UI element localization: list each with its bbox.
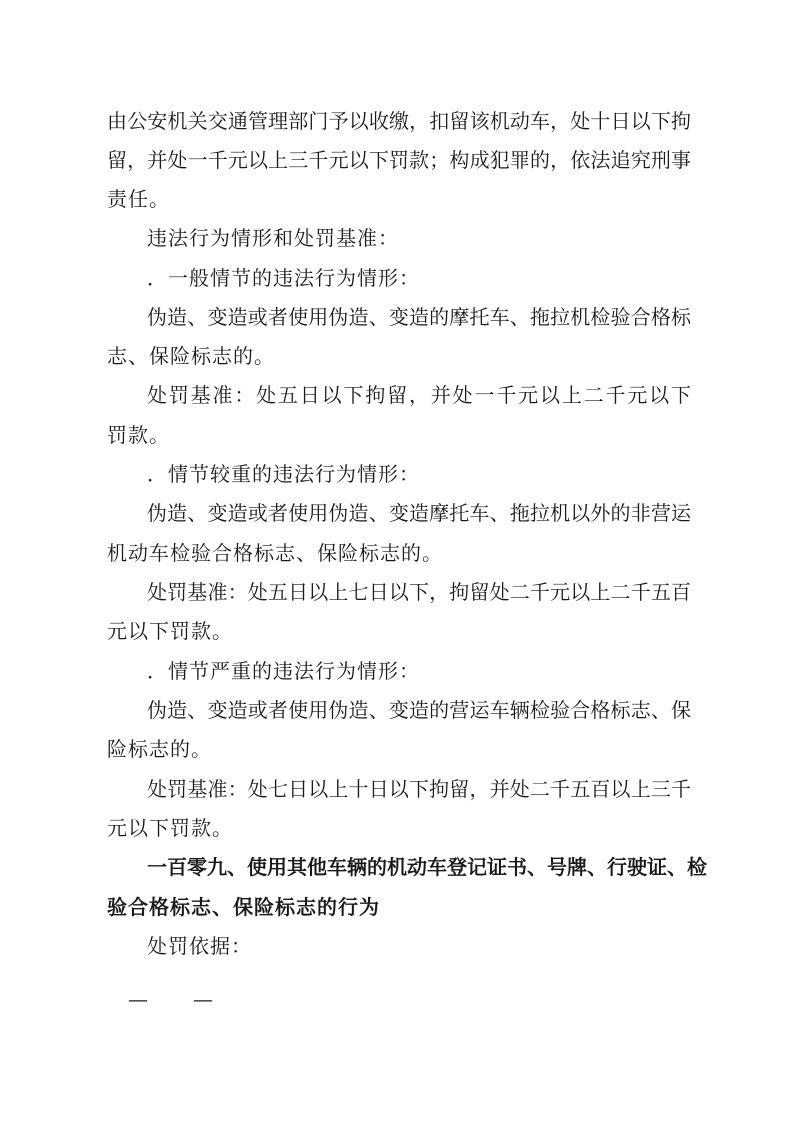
subsection-heading: ．情节较重的违法行为情形：: [147, 462, 420, 486]
dash-mark: —: [128, 987, 148, 1011]
body-text-line: 责任。: [107, 187, 170, 211]
body-text-line: 留，并处一千元以上三千元以下罚款；构成犯罪的，依法追究刑事: [107, 148, 691, 172]
article-heading: 验合格标志、保险标志的行为: [107, 895, 380, 919]
dash-mark: —: [193, 987, 213, 1011]
penalty-standard-line: 元以下罚款。: [107, 619, 233, 643]
body-text-line: 志、保险标志的。: [107, 344, 275, 368]
penalty-standard-line: 罚款。: [107, 423, 170, 447]
penalty-standard-line: 处罚基准：处五日以下拘留，并处一千元以上二千元以下: [147, 383, 691, 407]
body-text-line: 险标志的。: [107, 737, 212, 761]
body-text-line: 伪造、变造或者使用伪造、变造的摩托车、拖拉机检验合格标: [147, 305, 691, 329]
penalty-standard-line: 处罚基准：处七日以上十日以下拘留，并处二千五百以上三千: [147, 777, 691, 801]
body-text-line: 机动车检验合格标志、保险标志的。: [107, 541, 443, 565]
penalty-basis-heading: 处罚依据：: [147, 934, 252, 958]
article-heading: 一百零九、使用其他车辆的机动车登记证书、号牌、行驶证、检: [147, 855, 707, 879]
penalty-standard-line: 元以下罚款。: [107, 816, 233, 840]
section-heading: 违法行为情形和处罚基准：: [147, 226, 399, 250]
body-text-line: 伪造、变造或者使用伪造、变造的营运车辆检验合格标志、保: [147, 698, 691, 722]
body-text-line: 由公安机关交通管理部门予以收缴，扣留该机动车，处十日以下拘: [107, 109, 691, 133]
body-text-line: 伪造、变造或者使用伪造、变造摩托车、拖拉机以外的非营运: [147, 501, 691, 525]
subsection-heading: ．情节严重的违法行为情形：: [147, 659, 420, 683]
subsection-heading: ．一般情节的违法行为情形：: [147, 266, 420, 290]
penalty-standard-line: 处罚基准：处五日以上七日以下，拘留处二千元以上二千五百: [147, 580, 691, 604]
